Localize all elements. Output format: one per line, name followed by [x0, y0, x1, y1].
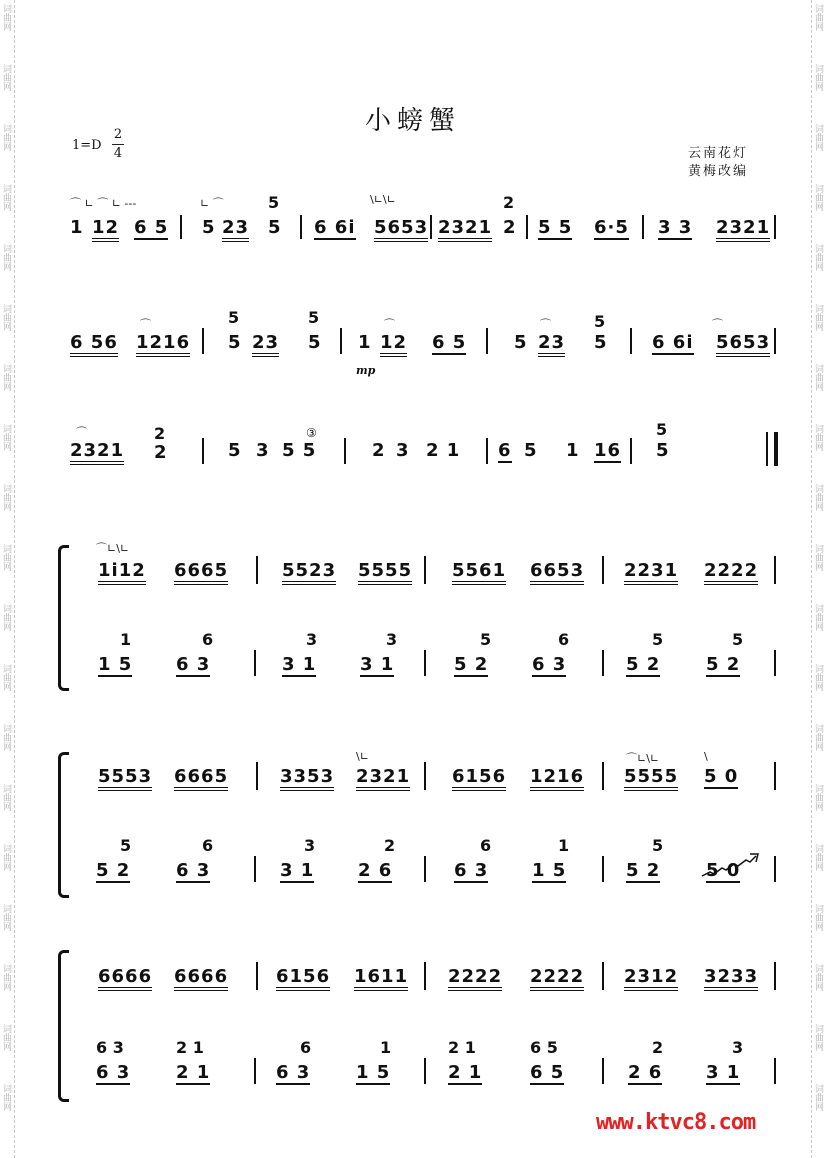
- chord-note: 5: [308, 308, 320, 327]
- barline: [180, 215, 182, 239]
- chord-note: 5: [120, 836, 132, 855]
- side-watermark-text: 词曲网: [1, 244, 11, 271]
- note: 2: [154, 442, 168, 463]
- note: 6·5: [594, 217, 629, 238]
- side-watermark-text: 词曲网: [1, 4, 11, 31]
- barline: [486, 328, 488, 354]
- note: 6: [498, 440, 512, 461]
- chord-note: 3: [306, 630, 318, 649]
- note: 2321: [356, 766, 410, 791]
- chord-note: 5: [228, 308, 240, 327]
- chord-note: 1: [558, 836, 570, 855]
- side-watermark-text: 词曲网: [813, 904, 823, 931]
- note: 2 1: [176, 1062, 211, 1083]
- note: 6 6i: [314, 217, 356, 238]
- ornament-mark: ⌒∟\∟: [96, 542, 130, 555]
- note: 5: [228, 440, 242, 461]
- note: 23: [538, 332, 565, 357]
- repeat-barline-thick: [774, 432, 778, 466]
- barline: [424, 650, 426, 676]
- barline: [526, 215, 528, 239]
- staff-line-1: [0, 195, 826, 265]
- system-brace: [58, 950, 69, 1102]
- note: 1: [566, 440, 580, 461]
- note: 3: [396, 440, 410, 461]
- note: 5: [524, 440, 538, 461]
- side-watermark-text: 词曲网: [1, 664, 11, 691]
- note: 6665: [174, 560, 228, 585]
- note: 6 6i: [652, 332, 694, 353]
- side-watermark-text: 词曲网: [813, 64, 823, 91]
- note: 6156: [452, 766, 506, 791]
- note: 5: [202, 217, 216, 238]
- note: 5653: [716, 332, 770, 357]
- credit-origin: 云南花灯: [688, 146, 749, 161]
- note: 2231: [624, 560, 678, 585]
- note: 23: [252, 332, 279, 357]
- side-watermark-text: 词曲网: [1, 184, 11, 211]
- note: 5: [594, 332, 608, 353]
- side-watermark-text: 词曲网: [1, 124, 11, 151]
- side-watermark-text: 词曲网: [813, 724, 823, 751]
- note: 6 56: [70, 332, 118, 357]
- note: 3 1: [282, 654, 317, 675]
- side-watermark-text: 词曲网: [1, 904, 11, 931]
- barline: [602, 1058, 604, 1084]
- side-watermark-text: 词曲网: [813, 964, 823, 991]
- note: 6665: [174, 766, 228, 791]
- barline: [602, 762, 604, 790]
- barline: [602, 856, 604, 882]
- chord-note: 2 1: [176, 1038, 204, 1057]
- ornament-mark: ⌒∟\∟: [626, 752, 660, 765]
- note: 5653: [374, 217, 428, 242]
- ornament-mark: \∟: [356, 750, 369, 763]
- note: 6 5: [134, 217, 169, 238]
- note: 3 1: [280, 860, 315, 881]
- side-watermark-text: 词曲网: [813, 304, 823, 331]
- slur-mark: ⌒: [384, 318, 395, 331]
- chord-note: 5: [594, 312, 606, 331]
- chord-note: 2: [503, 193, 515, 212]
- chord-note: 6: [202, 630, 214, 649]
- system-brace: [58, 545, 69, 691]
- side-watermark-text: 词曲网: [1, 424, 11, 451]
- chord-note: 5: [656, 420, 668, 439]
- note: 16: [594, 440, 622, 461]
- song-title: 小螃蟹: [364, 106, 461, 136]
- left-watermark-border: [0, 0, 15, 1158]
- side-watermark-text: 词曲网: [1, 304, 11, 331]
- note: 5 2: [626, 860, 661, 881]
- barline: [254, 856, 256, 882]
- note: 6 3: [176, 654, 211, 675]
- slur-mark: ⌒: [540, 318, 551, 331]
- chord-note: 5: [480, 630, 492, 649]
- note: 5553: [98, 766, 152, 791]
- dynamic-marking: mp: [356, 364, 376, 377]
- time-signature: [112, 126, 124, 163]
- barline: [340, 328, 342, 354]
- side-watermark-text: 词曲网: [813, 1084, 823, 1111]
- barline: [256, 762, 258, 790]
- staff-line-3: [0, 420, 826, 490]
- note: 6653: [530, 560, 584, 585]
- note: 6 3: [454, 860, 489, 881]
- side-watermark-text: 词曲网: [1, 544, 11, 571]
- barline: [424, 1058, 426, 1084]
- barline: [642, 215, 644, 239]
- note: 6666: [174, 966, 228, 991]
- note: 2321: [70, 440, 124, 465]
- chord-note: 2: [652, 1038, 664, 1057]
- note: 6 3: [276, 1062, 311, 1083]
- note: 6156: [276, 966, 330, 991]
- side-watermark-text: 词曲网: [813, 784, 823, 811]
- time-signature-bar: [112, 144, 124, 145]
- barline: [256, 556, 258, 584]
- barline: [254, 1058, 256, 1084]
- note: 5561: [452, 560, 506, 585]
- note: 2: [372, 440, 386, 461]
- barline: [424, 556, 426, 584]
- chord-note: 5: [732, 630, 744, 649]
- note: 5 2: [626, 654, 661, 675]
- barline: [774, 762, 776, 790]
- note: 1611: [354, 966, 408, 991]
- note: 1216: [136, 332, 190, 357]
- barline: [774, 856, 776, 882]
- barline: [774, 215, 776, 239]
- side-watermark-text: 词曲网: [813, 4, 823, 31]
- note: 5555: [358, 560, 412, 585]
- barline: [774, 556, 776, 584]
- side-watermark-text: 词曲网: [1, 784, 11, 811]
- barline: [630, 328, 632, 354]
- side-watermark-text: 词曲网: [1, 964, 11, 991]
- time-signature-top: 2: [113, 127, 123, 142]
- note: 5: [228, 332, 242, 353]
- side-watermark-text: 词曲网: [813, 544, 823, 571]
- note: 2222: [530, 966, 584, 991]
- note: 5523: [282, 560, 336, 585]
- chord-note: 1: [380, 1038, 392, 1057]
- note: 2: [503, 217, 517, 238]
- note: 5: [514, 332, 528, 353]
- side-watermark-text: 词曲网: [813, 244, 823, 271]
- note: 6666: [98, 966, 152, 991]
- note: 1: [70, 217, 84, 238]
- credit: [688, 145, 748, 181]
- barline: [344, 438, 346, 464]
- note: 5: [268, 217, 282, 238]
- barline: [254, 650, 256, 676]
- repeat-barline: [766, 432, 768, 466]
- note: 2 1: [448, 1062, 483, 1083]
- side-watermark-text: 词曲网: [813, 424, 823, 451]
- chord-note: 3: [304, 836, 316, 855]
- side-watermark-text: 词曲网: [1, 724, 11, 751]
- note: 5 0: [704, 766, 739, 787]
- barline: [602, 962, 604, 990]
- chord-note: 6: [300, 1038, 312, 1057]
- note: 6 3: [96, 1062, 131, 1083]
- chord-note: 5: [652, 836, 664, 855]
- site-watermark: www.ktvc8.com: [596, 1110, 756, 1135]
- side-watermark-text: 词曲网: [813, 364, 823, 391]
- chord-note: 3: [732, 1038, 744, 1057]
- key-signature: 1=D: [72, 138, 102, 153]
- ornament-mark: \: [704, 750, 708, 763]
- note: 3233: [704, 966, 758, 991]
- note: 5 0: [706, 860, 741, 881]
- chord-note: 6: [202, 836, 214, 855]
- barline: [774, 650, 776, 676]
- side-watermark-text: 词曲网: [1, 64, 11, 91]
- side-watermark-text: 词曲网: [813, 124, 823, 151]
- chord-note: 3: [386, 630, 398, 649]
- side-watermark-text: 词曲网: [1, 484, 11, 511]
- note: 5 2: [96, 860, 131, 881]
- note: 6 3: [176, 860, 211, 881]
- note: 3 1: [706, 1062, 741, 1083]
- note: 1i12: [98, 560, 146, 585]
- ornament-mark: \∟\∟: [370, 193, 396, 206]
- side-watermark-text: 词曲网: [1, 1024, 11, 1051]
- note: 5: [656, 440, 670, 461]
- chord-note: 6: [558, 630, 570, 649]
- chord-note: 5: [268, 193, 280, 212]
- note: 6 5: [530, 1062, 565, 1083]
- barline: [424, 762, 426, 790]
- barline: [774, 328, 776, 354]
- note: 2 6: [358, 860, 393, 881]
- note: 1 5: [356, 1062, 391, 1083]
- note: 5 5: [282, 440, 317, 461]
- credit-arranger: 黄梅改编: [688, 164, 749, 179]
- note: 3 1: [360, 654, 395, 675]
- chord-note: 2: [154, 424, 166, 443]
- chord-note: 1: [120, 630, 132, 649]
- barline: [256, 962, 258, 990]
- note: 3: [256, 440, 270, 461]
- barline: [774, 962, 776, 990]
- barline: [202, 438, 204, 464]
- side-watermark-text: 词曲网: [813, 664, 823, 691]
- barline: [300, 215, 302, 239]
- string-number: ③: [306, 426, 317, 440]
- side-watermark-text: 词曲网: [813, 484, 823, 511]
- chord-note: 6 5: [530, 1038, 558, 1057]
- note: 2222: [704, 560, 758, 585]
- chord-note: 2 1: [448, 1038, 476, 1057]
- side-watermark-text: 词曲网: [813, 604, 823, 631]
- right-watermark-border: [811, 0, 826, 1158]
- barline: [486, 438, 488, 464]
- slur-mark: ∟ ⌒: [200, 197, 224, 210]
- note: 5555: [624, 766, 678, 791]
- barline: [430, 215, 432, 239]
- note: 1 5: [98, 654, 133, 675]
- note: 12: [92, 217, 119, 242]
- note: 2 6: [628, 1062, 663, 1083]
- barline: [202, 328, 204, 354]
- side-watermark-text: 词曲网: [1, 1084, 11, 1111]
- note: 3 3: [658, 217, 693, 238]
- barline: [602, 556, 604, 584]
- system-brace: [58, 752, 69, 898]
- staff-line-2: [0, 308, 826, 378]
- note: 2321: [716, 217, 770, 242]
- note: 5 2: [454, 654, 489, 675]
- note: 2222: [448, 966, 502, 991]
- side-watermark-text: 词曲网: [813, 1024, 823, 1051]
- slur-mark: ⌒: [76, 426, 87, 439]
- chord-note: 2: [384, 836, 396, 855]
- note: 5 2: [706, 654, 741, 675]
- note: 3353: [280, 766, 334, 791]
- chord-note: 6: [480, 836, 492, 855]
- note: 1: [358, 332, 372, 353]
- side-watermark-text: 词曲网: [1, 364, 11, 391]
- chord-note: 6 3: [96, 1038, 124, 1057]
- note: 1 5: [532, 860, 567, 881]
- slur-mark: ⌒: [140, 318, 151, 331]
- chord-note: 5: [652, 630, 664, 649]
- side-watermark-text: 词曲网: [1, 604, 11, 631]
- note: 1216: [530, 766, 584, 791]
- note: 12: [380, 332, 407, 357]
- barline: [630, 438, 632, 464]
- time-signature-bottom: 4: [113, 146, 123, 161]
- note: 23: [222, 217, 249, 242]
- note: 5 5: [538, 217, 573, 238]
- note: 2312: [624, 966, 678, 991]
- barline: [424, 856, 426, 882]
- note: 6 3: [532, 654, 567, 675]
- side-watermark-text: 词曲网: [1, 844, 11, 871]
- note: 6 5: [432, 332, 467, 353]
- slur-mark: ⌒ ∟ ⌒ ∟ ---: [70, 197, 137, 210]
- side-watermark-text: 词曲网: [813, 844, 823, 871]
- barline: [602, 650, 604, 676]
- note: 2 1: [426, 440, 461, 461]
- barline: [424, 962, 426, 990]
- note: 2321: [438, 217, 492, 242]
- barline: [774, 1058, 776, 1084]
- side-watermark-text: 词曲网: [813, 184, 823, 211]
- note: 5: [308, 332, 322, 353]
- slur-mark: ⌒: [712, 318, 723, 331]
